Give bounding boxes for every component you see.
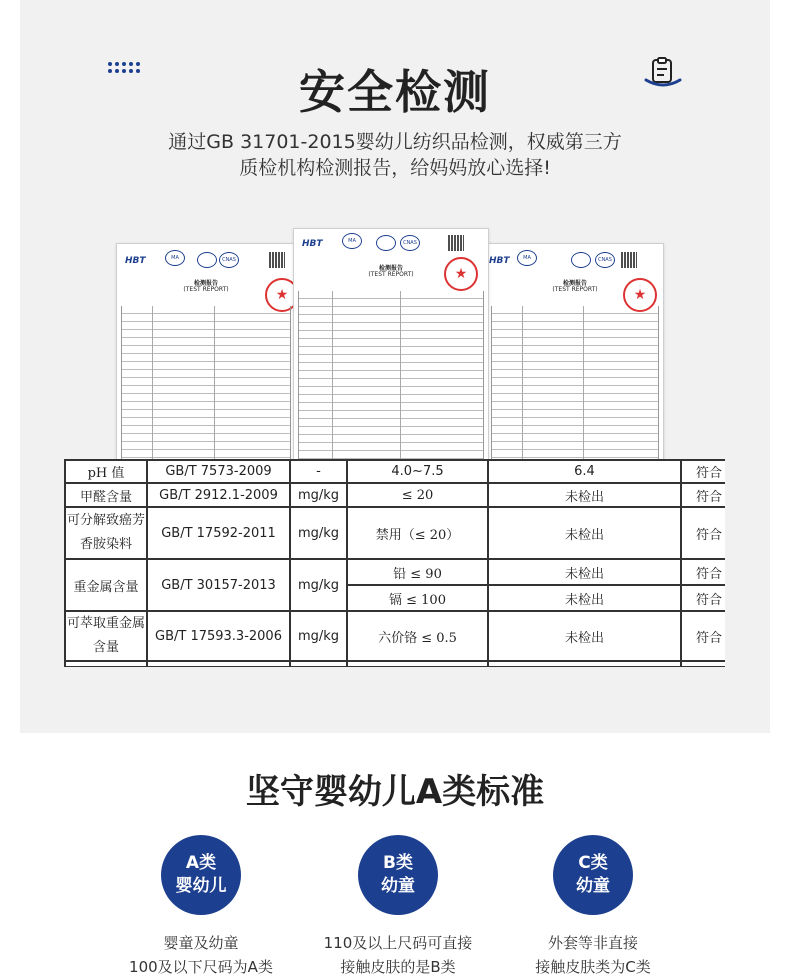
table-row (65, 507, 725, 559)
qr-code (448, 235, 464, 251)
test-verdict: 符合 (681, 483, 725, 507)
test-item-line-1: 可分解致癌芳 (66, 513, 145, 528)
cnas-badge: CNAS (400, 235, 420, 251)
test-result: 未检出 (488, 611, 681, 661)
page-subtitle (0, 129, 790, 181)
test-standard: GB/T 30157-2013 (147, 559, 290, 611)
test-item-line-1: 可萃取重金属 (66, 616, 145, 631)
test-result: 未检出 (488, 559, 681, 585)
test-verdict: 符合 (681, 611, 725, 661)
test-results-table (64, 459, 725, 667)
desc-line-2: 接触皮肤类为C类 (535, 958, 651, 976)
test-verdict: 符合 (681, 460, 725, 483)
ma-badge: MA (517, 250, 537, 266)
class-group: 幼童 (576, 876, 610, 896)
report-table-lines (298, 291, 484, 462)
report-heading: 检测报告 (378, 265, 403, 272)
test-requirement: 六价铬 ≤ 0.5 (347, 611, 488, 661)
test-unit: mg/kg (290, 611, 347, 661)
test-verdict: 符合 (681, 559, 725, 585)
test-result: 未检出 (488, 585, 681, 611)
red-stamp: ★ (444, 257, 478, 291)
test-requirement: 4.0~7.5 (347, 460, 488, 483)
desc-line-2: 100及以下尺码为A类 (129, 958, 273, 976)
report-subheading: (TEST REPORT) (183, 286, 229, 293)
class-group: 婴幼儿 (175, 876, 227, 896)
test-report-center (293, 228, 489, 463)
class-a-badge (161, 835, 241, 915)
test-result: 6.4 (488, 460, 681, 483)
hbt-logo: HBT (489, 256, 510, 266)
test-requirement: 铅 ≤ 90 (347, 559, 488, 585)
test-verdict: 符合 (681, 507, 725, 559)
table-row (65, 611, 725, 661)
test-item: 甲醛含量 (65, 483, 147, 507)
test-item: 重金属含量 (65, 559, 147, 611)
cnas-badge: CNAS (595, 252, 615, 268)
desc-line-1: 婴童及幼童 (163, 934, 239, 952)
desc-line-1: 外套等非直接 (547, 934, 638, 952)
test-verdict: 符合 (681, 585, 725, 611)
report-heading: 检测报告 (193, 280, 218, 287)
hbt-logo: HBT (302, 239, 323, 249)
test-item-line-2: 香胺染料 (79, 537, 132, 552)
test-item: pH 值 (65, 460, 147, 483)
ilac-badge (197, 252, 217, 268)
cnas-badge: CNAS (219, 252, 239, 268)
class-c-badge (553, 835, 633, 915)
test-standard: GB/T 17593.3-2006 (147, 611, 290, 661)
report-subheading: (TEST REPORT) (368, 271, 414, 278)
test-unit: mg/kg (290, 483, 347, 507)
table-row (65, 483, 725, 507)
desc-line-2: 接触皮肤的是B类 (340, 958, 456, 976)
class-label: B类 (383, 853, 413, 873)
test-requirement: ≤ 20 (347, 483, 488, 507)
report-subheading: (TEST REPORT) (552, 286, 598, 293)
ma-badge: MA (342, 233, 362, 249)
test-unit: mg/kg (290, 507, 347, 559)
class-label: A类 (185, 853, 217, 873)
test-standard: GB/T 17592-2011 (147, 507, 290, 559)
qr-code (269, 252, 285, 268)
test-result: 未检出 (488, 483, 681, 507)
table-row (65, 460, 725, 483)
desc-line-1: 110及以上尺码可直接 (323, 934, 473, 952)
class-b-description (303, 931, 493, 979)
test-report-left (116, 243, 296, 463)
class-b-badge (358, 835, 438, 915)
subtitle-line-1: 通过GB 31701-2015婴幼儿纺织品检测，权威第三方 (168, 131, 622, 153)
red-stamp: ★ (623, 278, 657, 312)
test-item-line-2: 含量 (92, 640, 119, 655)
report-table-lines (491, 306, 659, 462)
report-heading: 检测报告 (562, 280, 587, 287)
class-group: 幼童 (381, 876, 415, 896)
section-title: 坚守婴幼儿A类标准 (245, 772, 545, 812)
test-report-right (486, 243, 664, 463)
test-result: 未检出 (488, 507, 681, 559)
class-label: C类 (578, 853, 608, 873)
qr-code (621, 252, 637, 268)
class-c-description (498, 931, 688, 979)
report-table-lines (121, 306, 291, 462)
test-unit: - (290, 460, 347, 483)
page-title: 安全检测 (299, 65, 491, 119)
class-a-description (106, 931, 296, 979)
test-item (65, 611, 147, 661)
test-standard: GB/T 7573-2009 (147, 460, 290, 483)
table-row (65, 559, 725, 585)
subtitle-line-2: 质检机构检测报告，给妈妈放心选择! (239, 157, 551, 179)
test-unit: mg/kg (290, 559, 347, 611)
table-row (65, 661, 725, 667)
hbt-logo: HBT (125, 256, 146, 266)
test-requirement: 镉 ≤ 100 (347, 585, 488, 611)
ilac-badge (376, 235, 396, 251)
ilac-badge (571, 252, 591, 268)
ma-badge: MA (165, 250, 185, 266)
test-requirement: 禁用（≤ 20） (347, 507, 488, 559)
test-item (65, 507, 147, 559)
test-standard: GB/T 2912.1-2009 (147, 483, 290, 507)
red-stamp: ★ (265, 278, 296, 312)
